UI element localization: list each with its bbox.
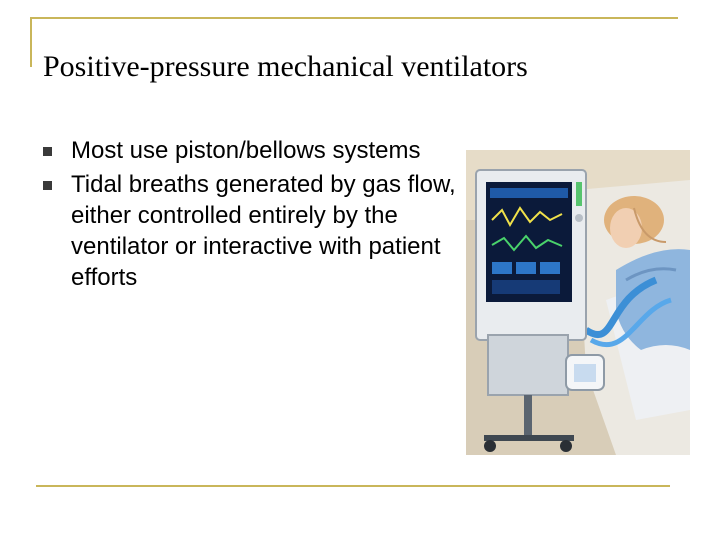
frame-top-rule	[30, 17, 678, 19]
square-bullet-icon	[43, 181, 52, 190]
bullet-item	[42, 135, 462, 166]
bullet-text: Tidal breaths generated by gas flow, either controlled entirely by the ventilator or interactive with patient efforts	[71, 171, 456, 291]
slide-title: Positive-pressure mechanical ventilators	[43, 50, 528, 83]
bullet-item	[42, 169, 462, 293]
frame-left-rule	[30, 17, 32, 67]
bullet-text: Most use piston/bellows systems	[71, 137, 421, 164]
frame-bottom-rule	[36, 485, 670, 487]
square-bullet-icon	[43, 147, 52, 156]
bullet-list	[42, 135, 462, 296]
ventilator-photo	[466, 150, 690, 455]
